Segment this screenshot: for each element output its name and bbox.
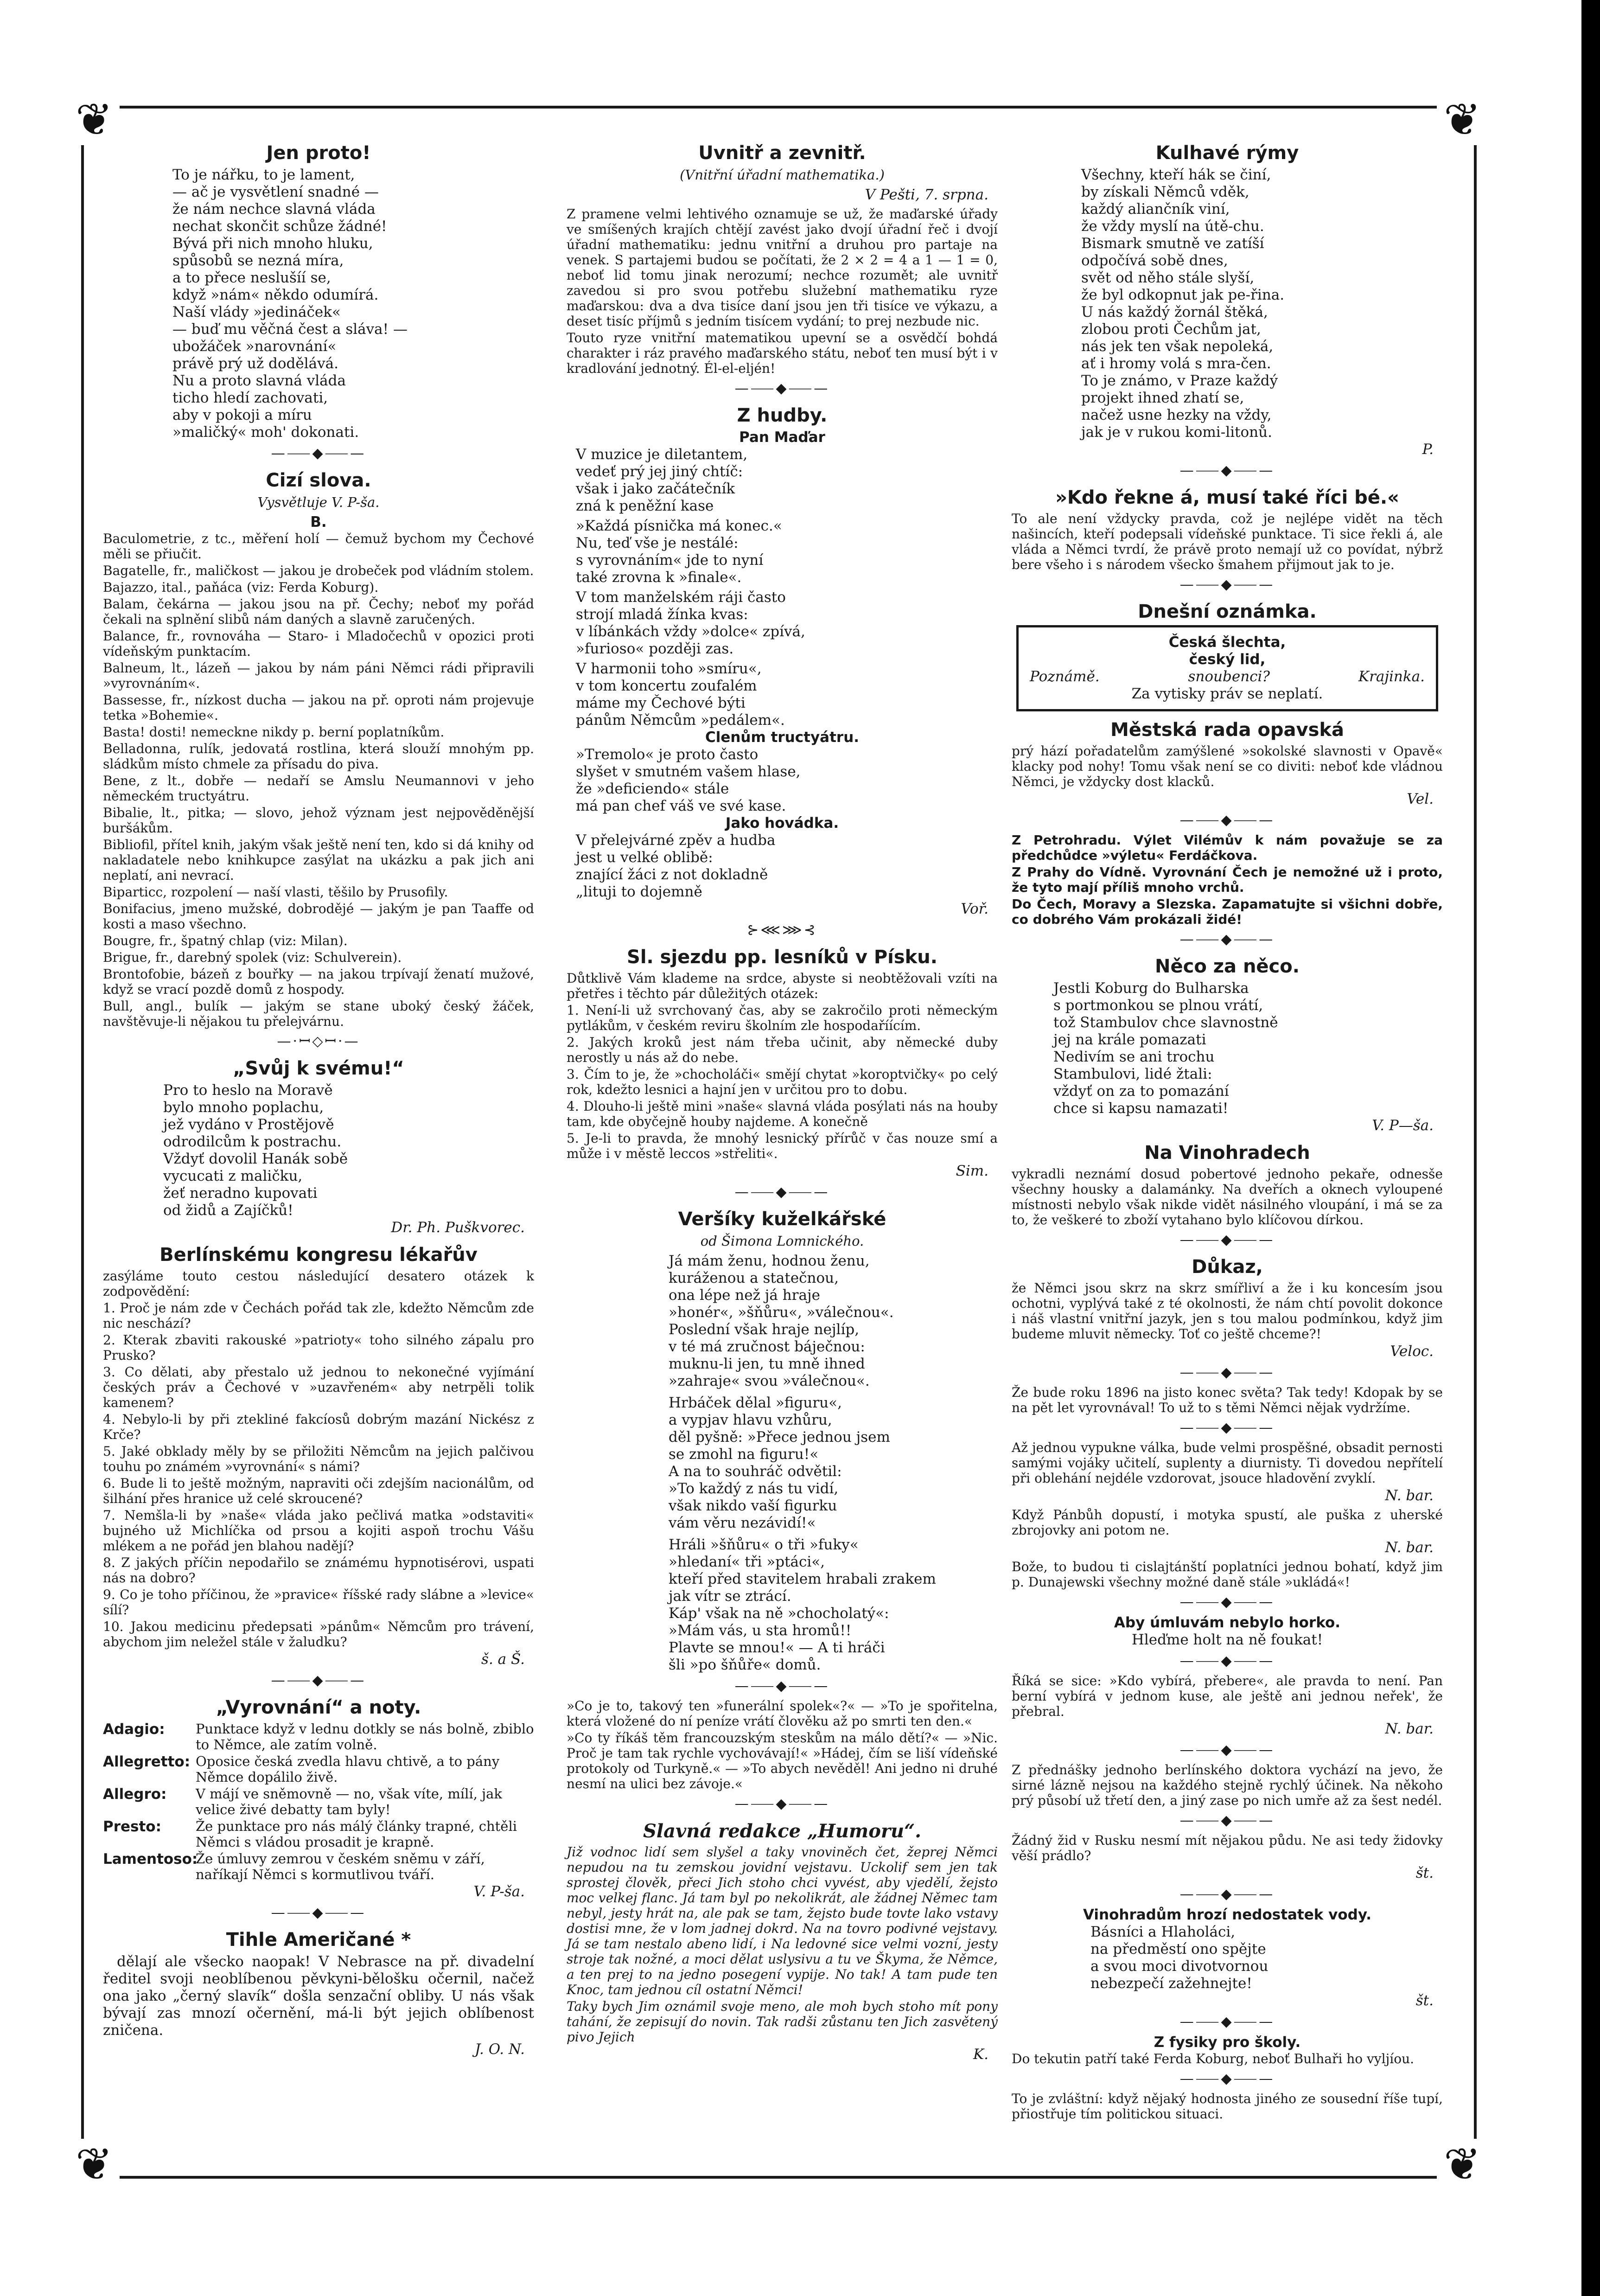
poem-line: »zahraje« svou »válečnou«.: [669, 1373, 870, 1389]
poem-line: »honér«, »šňůru«, »válečnou«.: [669, 1304, 894, 1321]
dukaz-signature: Veloc.: [1390, 1343, 1434, 1360]
poem-line: zná k peněžní kase: [576, 498, 714, 514]
poem-line: šli »po šňůře« domů.: [669, 1656, 821, 1673]
poem-line: Jestli Koburg do Bulharska: [1053, 980, 1249, 997]
poem-line: tož Stambulov chce slavnostně: [1053, 1014, 1278, 1031]
tempo-label: Adagio:: [103, 1721, 165, 1738]
poem-line: Hráli »šňůru« o tři »fuky«: [669, 1536, 859, 1553]
ornament: —⸺◆⸺—: [271, 1672, 366, 1688]
column-3: [1012, 134, 1443, 2123]
poem-line: znající žáci z not dokladně: [576, 866, 768, 883]
z-hudby-stanza: [567, 518, 998, 586]
prednasky-text: Z přednášky jednoho berlínského doktora vychází na jevo, že sirné lázně nejsou na každého stejně rychlý účinek. Na někoho prý působí už třetí den, a jiný zase po nich umře až za šest nedél.: [1012, 1762, 1443, 1808]
poem-line: Hrbáček dělal »figuru«,: [669, 1394, 842, 1411]
valka-signature: N. bar.: [1385, 1487, 1434, 1504]
poem-line: však nikdo vaší figurku: [669, 1497, 837, 1514]
cizi-slova-byline: Vysvětluje V. P-ša.: [257, 494, 380, 510]
poem-line: strojí mladá žínka kvas:: [576, 606, 748, 623]
abyumluvam-sub: Hleďme holt na ně foukat!: [1131, 1631, 1323, 1648]
vinohradum-poem: [1012, 1924, 1443, 1992]
dictionary-entry: Baculometrie, z tc., měření holí — čemuž bychom my Čechové měli se přiučit.: [103, 531, 534, 562]
kdo-rekne-text: To ale není vždycky pravda, což je nejlépe vidět na těch našincích, kteří podepsali vídeňské punktace. Ti sice řekli á, ale vláda a Němci tvrdí, že právě proto nemají už co povídat, nýbrž bere všeho i s národem všecko šmahem přijmout jak to je.: [1012, 511, 1443, 572]
poem-line: jest u velké oblibě:: [576, 849, 713, 866]
poem-line: zlobou proti Čechům jat,: [1081, 321, 1261, 338]
poem-line: vycucati z maličku,: [163, 1168, 303, 1184]
poem-line: na předměstí ono spějte: [1090, 1941, 1266, 1957]
ornament: —⸺◆⸺—: [1179, 2071, 1275, 2087]
vinohradech-text: vykradli neznámí dosud pobertové jednoho pekaře, odnesše všechny housky a dalamánky. Na dveřích a oknech vyloupené místnosti nebylo však nikde vidět násilného vloupání, i má se za to, že veškeré to zboží vytahano bylo klíčovou dírkou.: [1012, 1166, 1443, 1228]
poem-line: Nu, teď vše je nestálé:: [576, 535, 739, 551]
poem-line: U nás každý žornál štěká,: [1081, 304, 1268, 320]
poem-line: Poslední však hraje nejlíp,: [669, 1321, 860, 1338]
poem-line: V tom manželském ráji často: [576, 589, 786, 606]
dictionary-entry: Biparticc, rozpolení — naší vlasti, těšilo by Prusofily.: [103, 884, 448, 900]
poem-line: spůsobů se nezná míra,: [172, 252, 344, 269]
kulhave-poem: [1012, 166, 1443, 441]
petrohrad-text: Z Petrohradu. Výlet Vilémův k nám považuje se za předchůdce »výletu« Ferdáčkova.: [1012, 832, 1443, 863]
poem-line: bylo mnoho poplachu,: [163, 1099, 324, 1116]
sjezd-signature: Sim.: [956, 1163, 988, 1179]
poem-line: pánům Němcům »pedálem«.: [576, 712, 785, 729]
dictionary-entry: Bonifacius, jmeno mužské, dobrodějé — jakým je pan Taaffe od kosti a maso všechno.: [103, 901, 534, 932]
dictionary-entry: Balam, čekárna — jakou jsou na př. Čechy; neboť my pořád čekali na splnění slibů nám daných a slavně zaručených.: [103, 596, 534, 627]
z-hudby-stanza: [567, 446, 998, 515]
ornament: —⸺◆⸺—: [1179, 931, 1275, 947]
question-item: 5. Je-li to pravda, že mnohý lesnický přírůč v čas nouze smí a může i v městě leccos »střeliti«.: [567, 1131, 998, 1161]
poem-line: To je nářku, to je lament,: [172, 166, 355, 183]
poem-line: a svou moci divotvornou: [1090, 1958, 1269, 1975]
ornament: —⸺◆⸺—: [1179, 1886, 1275, 1902]
dictionary-entry: Bibliofil, přítel knih, jakým však ještě není ten, kdo si dá knihy od nakladatele nebo knihkupce zasýlat na ukázku a pak jich ani neplatí, ani nevrací.: [103, 837, 534, 883]
poem-line: odpočívá sobě dnes,: [1081, 252, 1228, 269]
poem-line: projekt ihned zhatí se,: [1081, 390, 1244, 406]
sjezd-items: [567, 1003, 998, 1161]
boze-text: Bože, to budou ti cislajtánští poplatníci jednou bohatí, když jim p. Dunajewski všechny možné daně stále »ukládá«!: [1012, 1559, 1443, 1590]
tempo-text: Že úmluvy zemrou v českém sněmu v září, naříkají Němci s kormutlivou tváří.: [196, 1851, 485, 1882]
z-hudby-signature: Voř.: [961, 901, 988, 917]
ornament: —⸺◆⸺—: [734, 1678, 830, 1694]
tempo-text: Že punktace pro nás málý články trapné, chtěli Němci s vládou prosadit je krapně.: [196, 1818, 517, 1850]
ornament: —⸺◆⸺—: [1179, 1742, 1275, 1758]
question-item: 5. Jaké obklady měly by se přiložiti Němcům na jejich palčivou touhu po známém »vyrovnání« s námi?: [103, 1444, 534, 1474]
question-item: 2. Kterak zbaviti rakouské »patrioty« toho silného zápalu pro Prusko?: [103, 1332, 534, 1363]
berlinskemu-signature: š. a Š.: [481, 1651, 525, 1668]
svet-text: Že bude roku 1896 na jisto konec světa? Tak tedy! Kdopak by se na pět let vyrovnával! To už to s těmi Němci nějak vydržíme.: [1012, 1385, 1443, 1415]
poem-line: Já mám ženu, hodnou ženu,: [669, 1253, 870, 1269]
dictionary-entry: Bagatelle, fr., maličkost — jakou je drobeček pod vládním stolem.: [103, 563, 534, 578]
tempo-row: [103, 1818, 534, 1850]
question-item: 10. Jakou medicinu předepsati »pánům« Němcům pro trávení, abychom jim neležel stále v žaludku?: [103, 1619, 534, 1650]
oznamka-line: český lid,: [1189, 651, 1266, 668]
dukaz-text: že Němci jsou skrz na skrz smířliví a že i ku koncesím jsou ochotni, vyplývá také z té okolnosti, že nám chtí povolit dokonce i náš vlastní vnitřní jazyk, jen s tou malou podmínkou, když jim budeme mluvit německy. Toť co ještě chceme?!: [1012, 1280, 1443, 1342]
cizi-slova-title: Cizí slova.: [266, 470, 371, 491]
vinohradum-title: Vinohradům hrozí nedostatek vody.: [1083, 1906, 1372, 1923]
z-hudby-stanza: [567, 832, 998, 901]
jen-proto-title: Jen proto!: [266, 142, 371, 164]
poem-line: V přelejvárné zpěv a hudba: [576, 832, 776, 849]
poem-line: děl pyšně: »Přece jednou jsem: [669, 1429, 890, 1445]
ornament: —⸺◆⸺—: [734, 380, 830, 397]
neco-title: Něco za něco.: [1155, 956, 1300, 977]
tempo-row: [103, 1753, 534, 1785]
z-hudby-subhead: Jako hovádka.: [725, 815, 839, 831]
svuj-k-svemu-poem: [103, 1082, 534, 1219]
poem-line: se zmohl na figuru!«: [669, 1446, 819, 1463]
oznamka-row: [1030, 668, 1425, 685]
oznamka-line: snoubenci?: [1188, 668, 1270, 685]
z-hudby-title: Z hudby.: [737, 405, 828, 426]
tempo-label: Allegro:: [103, 1786, 167, 1803]
redakce-title: Slavná redakce „Humoru“.: [643, 1820, 921, 1842]
dictionary-entry: Bajazzo, ital., paňáca (viz: Ferda Koburg).: [103, 580, 379, 595]
poem-line: vám věru nezávidí!«: [669, 1515, 816, 1531]
dictionary-entry: Brigue, fr., darebný spolek (viz: Schulverein).: [103, 950, 402, 965]
poem-line: s portmonkou se plnou vrátí,: [1053, 997, 1263, 1014]
poem-line: že »deficiendo« stále: [576, 780, 729, 797]
poem-line: že nám nechce slavná vláda: [172, 201, 376, 217]
poem-line: slyšet v smutném vašem hlase,: [576, 763, 801, 780]
poem-line: že byl odkopnut jak pe-řina.: [1081, 287, 1285, 303]
funeralni-text: »Co je to, takový ten »funerální spolek«?« — »To je spořitelna, která vložené do ní peníze vrátí člověku až po smrti ten den.«: [567, 1698, 998, 1729]
poem-line: máme my Čechové býti: [576, 695, 746, 711]
poem-line: jej na krále pomazati: [1053, 1031, 1206, 1048]
ornament: —⸺◆⸺—: [1179, 1812, 1275, 1829]
poem-line: V muzice je diletantem,: [576, 446, 748, 463]
poem-line: Vždyť dovolil Hanák sobě: [163, 1151, 348, 1167]
question-item: 3. Čím to je, že »chocholáči« smějí chytat »koroptvičky« po celý rok, kdežto lesnici a hajní jen v určitou pro to dobu.: [567, 1067, 998, 1097]
tempo-text: V májí ve sněmovně — no, však víte, mílí, jak velice živé debatty tam byly!: [196, 1786, 502, 1817]
poem-line: má pan chef váš ve své kase.: [576, 798, 786, 814]
poem-line: aby v pokoji a míru: [172, 407, 312, 423]
poem-line: A na to souhráč odvětil:: [669, 1463, 842, 1480]
poem-line: — buď mu věčná čest a sláva! —: [172, 321, 408, 338]
vinohradech-title: Na Vinohradech: [1144, 1142, 1310, 1164]
tempo-label: Lamentoso:: [103, 1851, 198, 1867]
abyumluvam-title: Aby úmluvám nebylo horko.: [1114, 1614, 1341, 1631]
poem-line: by získali Němců vděk,: [1081, 184, 1249, 200]
poem-line: v té má zručnost báječnou:: [669, 1338, 865, 1355]
rika-signature: N. bar.: [1385, 1720, 1434, 1737]
poem-line: Nu a proto slavná vláda: [172, 372, 346, 389]
poem-line: »Mám vás, u sta hromů!!: [669, 1622, 852, 1639]
fysiky-title: Z fysiky pro školy.: [1154, 2034, 1301, 2051]
vyrovnani-signature: V. P-ša.: [473, 1883, 525, 1900]
z-hudby-subhead: Clenům tructyátru.: [705, 729, 860, 746]
ornament: —⸺◆⸺—: [271, 1905, 366, 1921]
poem-line: odrodilcům k postrachu.: [163, 1133, 342, 1150]
versiky-stanza: [567, 1253, 998, 1390]
ornament: —⸺◆⸺—: [1179, 1364, 1275, 1381]
zvlastni-text: To je zvláštní: když nějaký hodnosta jiného ze sousední říše tupí, přiostřuje tím politickou situaci.: [1012, 2091, 1443, 2122]
ornament: —⸺◆⸺—: [271, 445, 366, 461]
uvnitr-place: V Pešti, 7. srpna.: [865, 186, 988, 203]
versiky-byline: od Šimona Lomnického.: [700, 1233, 864, 1249]
praha-text: Z Prahy do Vídně. Vyrovnání Čech je nemožné už i proto, že tyto mají příliš mnoho vrchů.: [1012, 864, 1443, 895]
question-item: 1. Proč je nám zde v Čechách pořád tak zle, kdežto Němcům zde nic neschází?: [103, 1300, 534, 1331]
ornament: —⸺◆⸺—: [1179, 576, 1275, 593]
uvnitr-subtitle: (Vnitřní úřadní mathematika.): [680, 167, 885, 183]
ornament: —⸺◆⸺—: [1179, 1653, 1275, 1669]
poem-line: V harmonii toho »smíru«,: [576, 660, 762, 677]
oznamka-title: Dnešní oznámka.: [1138, 601, 1317, 622]
poem-line: — ač je vysvětlení snadné —: [172, 184, 379, 200]
question-item: 3. Co dělati, aby přestalo už jednou to nekonečné vyjímání českých práv a Čechové v »uzavřeném« aby netrpěli tolik kamenem?: [103, 1364, 534, 1410]
poem-line: Pro to heslo na Moravě: [163, 1082, 333, 1099]
neco-signature: V. P—ša.: [1372, 1117, 1434, 1134]
versiky-stanza: [567, 1536, 998, 1674]
tempo-row: [103, 1721, 534, 1752]
poem-line: kteří před stavitelem hrabali zrakem: [669, 1571, 936, 1587]
poem-line: každý aliančník viní,: [1081, 201, 1230, 217]
poem-line: Všechny, kteří hák se činí,: [1081, 166, 1271, 183]
sjezd-title: Sl. sjezdu pp. lesníků v Písku.: [627, 947, 937, 968]
question-item: 4. Nebylo-li by při ztekliné fakcíosů dobrým mazání Nickész z Krče?: [103, 1412, 534, 1442]
ornament: —⸺◆⸺—: [1179, 1420, 1275, 1436]
cizi-slova-letter: B.: [310, 514, 327, 531]
z-hudby-stanza: [567, 589, 998, 658]
panbuh-text: Když Pánbůh dopustí, i motyka spustí, ale puška z uherské zbrojovky ani potom ne.: [1012, 1507, 1443, 1538]
uvnitr-title: Uvnitř a zevnitř.: [698, 142, 866, 164]
svuj-k-svemu-signature: Dr. Ph. Puškvorec.: [391, 1219, 525, 1236]
oznamka-bottom: Za vytisky práv se neplatí.: [1131, 685, 1323, 702]
poem-line: nás jek ten však nepoleká,: [1081, 338, 1274, 355]
question-item: 6. Bude li to ještě možným, napraviti oči zdejším nacionálům, od šilhání přes hranice už celé skroucené?: [103, 1476, 534, 1506]
rika-text: Říká se sice: »Kdo vybírá, přebere«, ale pravda to není. Pan berní vybírá v jednom kuse, ale ještě ani jednou neřek', že přebral.: [1012, 1673, 1443, 1719]
vinohradum-signature: št.: [1415, 1992, 1434, 2009]
poem-line: jak je v rukou komi-litonů.: [1081, 424, 1272, 441]
scan-edge: [1581, 0, 1600, 2296]
berlinskemu-items: [103, 1300, 534, 1650]
cechy-text: Do Čech, Moravy a Slezska. Zapamatujte si všichni dobře, co dobrého Vám prokázali židé!: [1012, 896, 1443, 927]
question-item: 4. Dlouho-li ještě mini »naše« slavná vláda posýlati nás na houby tam, kde obyčejně houby najdeme. A konečně: [567, 1099, 998, 1129]
opavska-signature: Vel.: [1407, 791, 1434, 807]
poem-line: s vyrovnáním« jde to nyní: [576, 552, 764, 569]
question-item: 2. Jakých kroků jest nám třeba učinit, aby německé duby nerostly u nás až do nebe.: [567, 1035, 998, 1065]
tempo-row: [103, 1786, 534, 1817]
corner-ornament-br: ❦: [1437, 2139, 1488, 2190]
question-item: 7. Nemšla-li by »naše« vláda jako pečlivá matka »odstaviti« bujného už Michlíčka od prsou a kojiti aspoň trochu Vášu mlékem a ne pořád jen blahou nadějí?: [103, 1508, 534, 1554]
neco-poem: [1012, 980, 1443, 1117]
poem-line: Bismark smutně ve zatíší: [1081, 235, 1264, 252]
poem-line: nechat skončit schůze žádné!: [172, 218, 387, 235]
tihle-signature: J. O. N.: [474, 2041, 525, 2058]
tihle-title: Tihle Američané *: [226, 1929, 411, 1951]
ornament: —⸺◆⸺—: [1179, 812, 1275, 828]
poem-line: »maličký« moh' dokonati.: [172, 424, 359, 441]
poem-line: Básníci a Hlaholáci,: [1090, 1924, 1236, 1940]
vyrovnani-title: „Vyrovnání“ a noty.: [216, 1697, 421, 1718]
zid-signature: št.: [1415, 1865, 1434, 1881]
poem-line: však i jako začátečník: [576, 480, 735, 497]
kulhave-title: Kulhavé rýmy: [1155, 142, 1299, 164]
poem-line: že vždy myslí na útě-chu.: [1081, 218, 1264, 235]
poem-line: Stambulovi, lidé žtali:: [1053, 1066, 1212, 1082]
kulhave-signature: P.: [1422, 441, 1434, 458]
jen-proto-poem: [103, 166, 534, 441]
poem-line: svět od něho stále slyší,: [1081, 269, 1255, 286]
dictionary-entry: Bassesse, fr., nízkost ducha — jakou na př. oproti nám projevuje tetka »Bohemie«.: [103, 692, 534, 723]
poem-line: Plavte se mnou!« — A ti hráči: [669, 1639, 885, 1656]
kdo-rekne-title: »Kdo řekne á, musí také říci bé.«: [1055, 487, 1399, 508]
poem-line: v líbánkách vždy »dolce« zpívá,: [576, 623, 805, 640]
z-hudby-stanza: [567, 746, 998, 815]
poem-line: Naší vlády »jedináček«: [172, 304, 341, 320]
poem-line: také zrovna k »finale«.: [576, 569, 742, 586]
ornament: —⸺◆⸺—: [1179, 462, 1275, 479]
tempo-row: [103, 1851, 534, 1882]
poem-line: To je známo, v Praze každý: [1081, 372, 1278, 389]
poem-line: ona lépe než já hraje: [669, 1287, 820, 1304]
poem-line: a vypjav hlavu vzhůru,: [669, 1412, 832, 1428]
poem-line: načež usne hezky na vždy,: [1081, 407, 1272, 423]
question-item: 8. Z jakých příčin nepodařilo se známému hypnotisérovi, uspati nás na dobro?: [103, 1555, 534, 1586]
poem-line: jak vítr se ztrácí.: [669, 1588, 791, 1605]
poem-line: »furioso« později zas.: [576, 640, 734, 657]
tempo-label: Presto:: [103, 1818, 161, 1835]
poem-line: vždyť on za to pomazání: [1053, 1083, 1229, 1100]
tempo-text: Oposice česká zvedla hlavu chtivě, a to pány Němce dopálilo živě.: [196, 1753, 500, 1785]
dictionary-entry: Bull, angl., bulík — jakým se stane uboký český žáček, navštěvuje-li nějakou tu přelejvárnu.: [103, 998, 534, 1029]
ornament: —⸺◆⸺—: [734, 1184, 830, 1200]
poem-line: chce si kapsu namazati!: [1053, 1100, 1229, 1117]
oznamka-left: Poznámě.: [1030, 668, 1100, 685]
fysiky-text: Do tekutin patří také Ferda Koburg, neboť Bulhaři ho vyljíou.: [1012, 2051, 1414, 2066]
tempo-label: Allegretto:: [103, 1753, 191, 1770]
corner-ornament-tl: ❦: [69, 94, 120, 145]
poem-line: »Každá písnička má konec.«: [576, 518, 782, 534]
oznamka-box: [1016, 625, 1438, 711]
zid-text: Žádný žid v Rusku nesmí mít nějakou půdu. Ne asi tedy židovky věší prádlo?: [1012, 1833, 1443, 1863]
oznamka-line: Česká šlechta,: [1168, 634, 1286, 651]
dictionary-entry: Bene, z lt., dobře — nedaří se Amslu Neumannovi v jeho německém tructyátru.: [103, 773, 534, 804]
tihle-text: dělají ale všecko naopak! V Nebrasce na př. divadelní ředitel svoji neoblíbenou pěvkyni-bělošku očernil, načež ona jako „černý slavík“ došla senzační obliby. U nás však bývají zas mnozí očernění, má-li být jejich oblíbenost zničena.: [103, 1953, 534, 2039]
valka-text: Až jednou vypukne válka, bude velmi prospěšné, obsadit pernosti samými vojáky učitelí, suplenty a diurnisty. Ti dovedou nepřítelí při oblehání nejdéle vzdorovat, jsouce hladovění zvyklí.: [1012, 1440, 1443, 1486]
poem-line: v tom koncertu zoufalém: [576, 678, 757, 694]
poem-line: kuráženou a statečnou,: [669, 1270, 839, 1286]
svuj-k-svemu-title: „Svůj k svému!“: [233, 1058, 404, 1079]
corner-ornament-tr: ❦: [1437, 94, 1488, 145]
oznamka-right: Krajinka.: [1358, 668, 1425, 685]
redakce-text: Již vodnoc lidí sem slyšel a taky vnoviněch čet, žeprej Němci nepudou na tu zemskou jovidní vejstavu. Uckolif sem jen tak sprostej člověk, přeci Jich stoho chci vyvést, aby vjedělí, žejsto moc velkej flanc. Já tam byl po nekolikrát, ale žádnej Němec tam nebyl, jesty hrát na, ale pak se tam, žejsto bude tovte lako vstavy dostisi mne, že v lom jadnej dokrd. Na na tovro podivné vejstavy. Já se tam nestalo abeno lidí, i Na ledovné sice velmi vozní, jesty stroje tak nožné, a moci dělat uslysivu a tu ve Škyma, že Němce, a ten prej to na jedno posegení vypije. No tak! A tam pude ten Knoc, tam jednou cíl ostatní Němci!: [567, 1844, 998, 1997]
poem-line: když »nám« někdo odumírá.: [172, 287, 379, 303]
column-2: [567, 134, 998, 2066]
corner-ornament-bl: ❦: [69, 2139, 120, 2190]
ornament: —·ꟷ◇ꟷ·—: [277, 1033, 360, 1049]
ornament: —⸺◆⸺—: [1179, 2014, 1275, 2030]
versiky-title: Veršíky kuželkářské: [678, 1209, 886, 1230]
poem-line: muknu-li jen, tu mně ihned: [669, 1356, 865, 1372]
dictionary-entry: Balneum, lt., lázeň — jakou by nám páni Němci rádi připravili »vyrovnáním«.: [103, 660, 534, 691]
column-1: [103, 134, 534, 2061]
poem-line: právě prý už dodělává.: [172, 355, 338, 372]
ornament: —⸺◆⸺—: [734, 1796, 830, 1812]
poem-line: od židů a Zajíčků!: [163, 1202, 293, 1219]
poem-line: vedeť prý jej jiný chtíč:: [576, 463, 743, 480]
redakce-text2: Taky bych Jim oznámil svoje meno, ale moh bych stoho mít pony tahání, že zepisují do novin. Tak radši zůstanu ten Jich zasvětený pivo Jejich: [567, 1999, 998, 2045]
opavska-text: prý hází pořadatelům zamýšlené »sokolské slavnosti v Opavě« klacky pod nohy! Tomu však není se co diviti: neboť kde vládnou Němci, je vždycky dost klacků.: [1012, 743, 1443, 789]
ornament: ⊱⋘⋙⊰: [747, 922, 817, 938]
ornament: —⸺◆⸺—: [1179, 1594, 1275, 1610]
poem-line: Nedivím se ani trochu: [1053, 1049, 1215, 1065]
poem-line: ubožáček »narovnání«: [172, 338, 337, 355]
tempo-text: Punktace když v lednu dotkly se nás bolně, zbiblo to Němce, ale zatím volně.: [196, 1721, 534, 1752]
dictionary-entry: Bougre, fr., špatný chlap (viz: Milan).: [103, 933, 348, 948]
poem-line: jež vydáno v Prostějově: [163, 1116, 334, 1133]
redakce-signature: K.: [973, 2046, 988, 2063]
ornament: —⸺◆⸺—: [1179, 1232, 1275, 1248]
question-item: 1. Není-li už svrchovaný čas, aby se zakročilo proti německým pytlákům, v českém reviru školním zle hospodaříícím.: [567, 1003, 998, 1033]
poem-line: Bývá při nich mnoho hluku,: [172, 235, 373, 252]
dictionary-entry: Belladonna, rulík, jedovatá rostlina, která slouží mnohým pp. sládkům místo chmele za přísadu do piva.: [103, 741, 534, 772]
z-hudby-stanza: [567, 660, 998, 729]
poem-line: »hledaní« tři »ptáci«,: [669, 1554, 825, 1570]
vyrovnani-rows: [103, 1721, 534, 1882]
dictionary-entry: Bibalie, lt., pitka; — slovo, jehož význam jest nejpověděnější buršákům.: [103, 805, 534, 836]
panbuh-signature: N. bar.: [1385, 1539, 1434, 1556]
question-item: 9. Co je toho příčinou, že »pravice« říšské rady slábne a »levice« sílí?: [103, 1587, 534, 1618]
poem-line: ticho hledí zachovati,: [172, 390, 328, 406]
poem-line: „lituji to dojemně: [576, 883, 702, 900]
poem-line: žeť neradno kupovati: [163, 1185, 318, 1202]
funeralni-text2: »Co ty říkáš těm francouzským steskům na málo dětí?« — »Nic. Proč je tam tak rychle vychovávají!« »Hádej, čím se liší vídeňské protokoly od Turkyně.« — »To abych nevěděl! Ani jedno ni druhé nesmí na ulici bez závoje.«: [567, 1730, 998, 1791]
poem-line: nebezpečí zažehnejte!: [1090, 1975, 1252, 1992]
opavska-title: Městská rada opavská: [1110, 719, 1345, 741]
cizi-slova-entries: [103, 531, 534, 1029]
uvnitr-text: Z pramene velmi lehtivého oznamuje se už, že maďarské úřady ve smíšených krajích chtějí zavést jako dvojí úřadní řeč i dvojí úřadní mathematiku: jednu vnitřní a druhou pro partaje na venek. S partajemi budou se počítati, že 2 × 2 = 4 a 1 — 1 = 0, neboť lid tomu jinak nerozumí; nechce rozumět; ale uvnitř zavedou si pro svou potřebu služební mathematiku ryze maďarskou: dva a dva tisíce daní jsou jen tři tisíce ve výkazu, a deset tisíc příjmů s jedním tisícem vydání; to prej nezbude nic.: [567, 206, 998, 329]
berlinskemu-title: Berlínskému kongresu lékařův: [159, 1244, 478, 1266]
uvnitr-text2: Touto ryze vnitřní matematikou upevní se a osvědčí bohdá charakter i ráz pravého maďarského státu, neboť ten musí být i v kradlování jednotný. Él-el-eljén!: [567, 330, 998, 376]
poem-line: ať i hromy volá s mra-čen.: [1081, 355, 1271, 372]
berlinskemu-intro: zasýláme touto cestou následující desatero otázek k zodpovědění:: [103, 1268, 534, 1299]
poem-line: »Tremolo« je proto často: [576, 746, 759, 763]
dictionary-entry: Basta! dosti! nemeckne nikdy p. berní poplatníkům.: [103, 724, 445, 740]
sjezd-intro: Důtklivě Vám klademe na srdce, abyste si neobtěžovali vzíti na přetřes i těchto pár důležitých otázek:: [567, 971, 998, 1001]
dictionary-entry: Balance, fr., rovnováha — Staro- i Mladočechů v opozici proti vídeňským punktacím.: [103, 628, 534, 659]
poem-line: »To každý z nás tu vidí,: [669, 1480, 839, 1497]
dictionary-entry: Brontofobie, bázeň z bouřky — na jakou trpívají ženatí mužové, když se vrací pozdě domů z hospody.: [103, 966, 534, 997]
dukaz-title: Důkaz,: [1192, 1256, 1263, 1278]
poem-line: Káp' však na ně »chocholatý«:: [669, 1605, 889, 1622]
versiky-stanza: [567, 1394, 998, 1532]
poem-line: a to přece neslušíí se,: [172, 269, 331, 286]
z-hudby-byline: Pan Maďar: [739, 429, 825, 446]
